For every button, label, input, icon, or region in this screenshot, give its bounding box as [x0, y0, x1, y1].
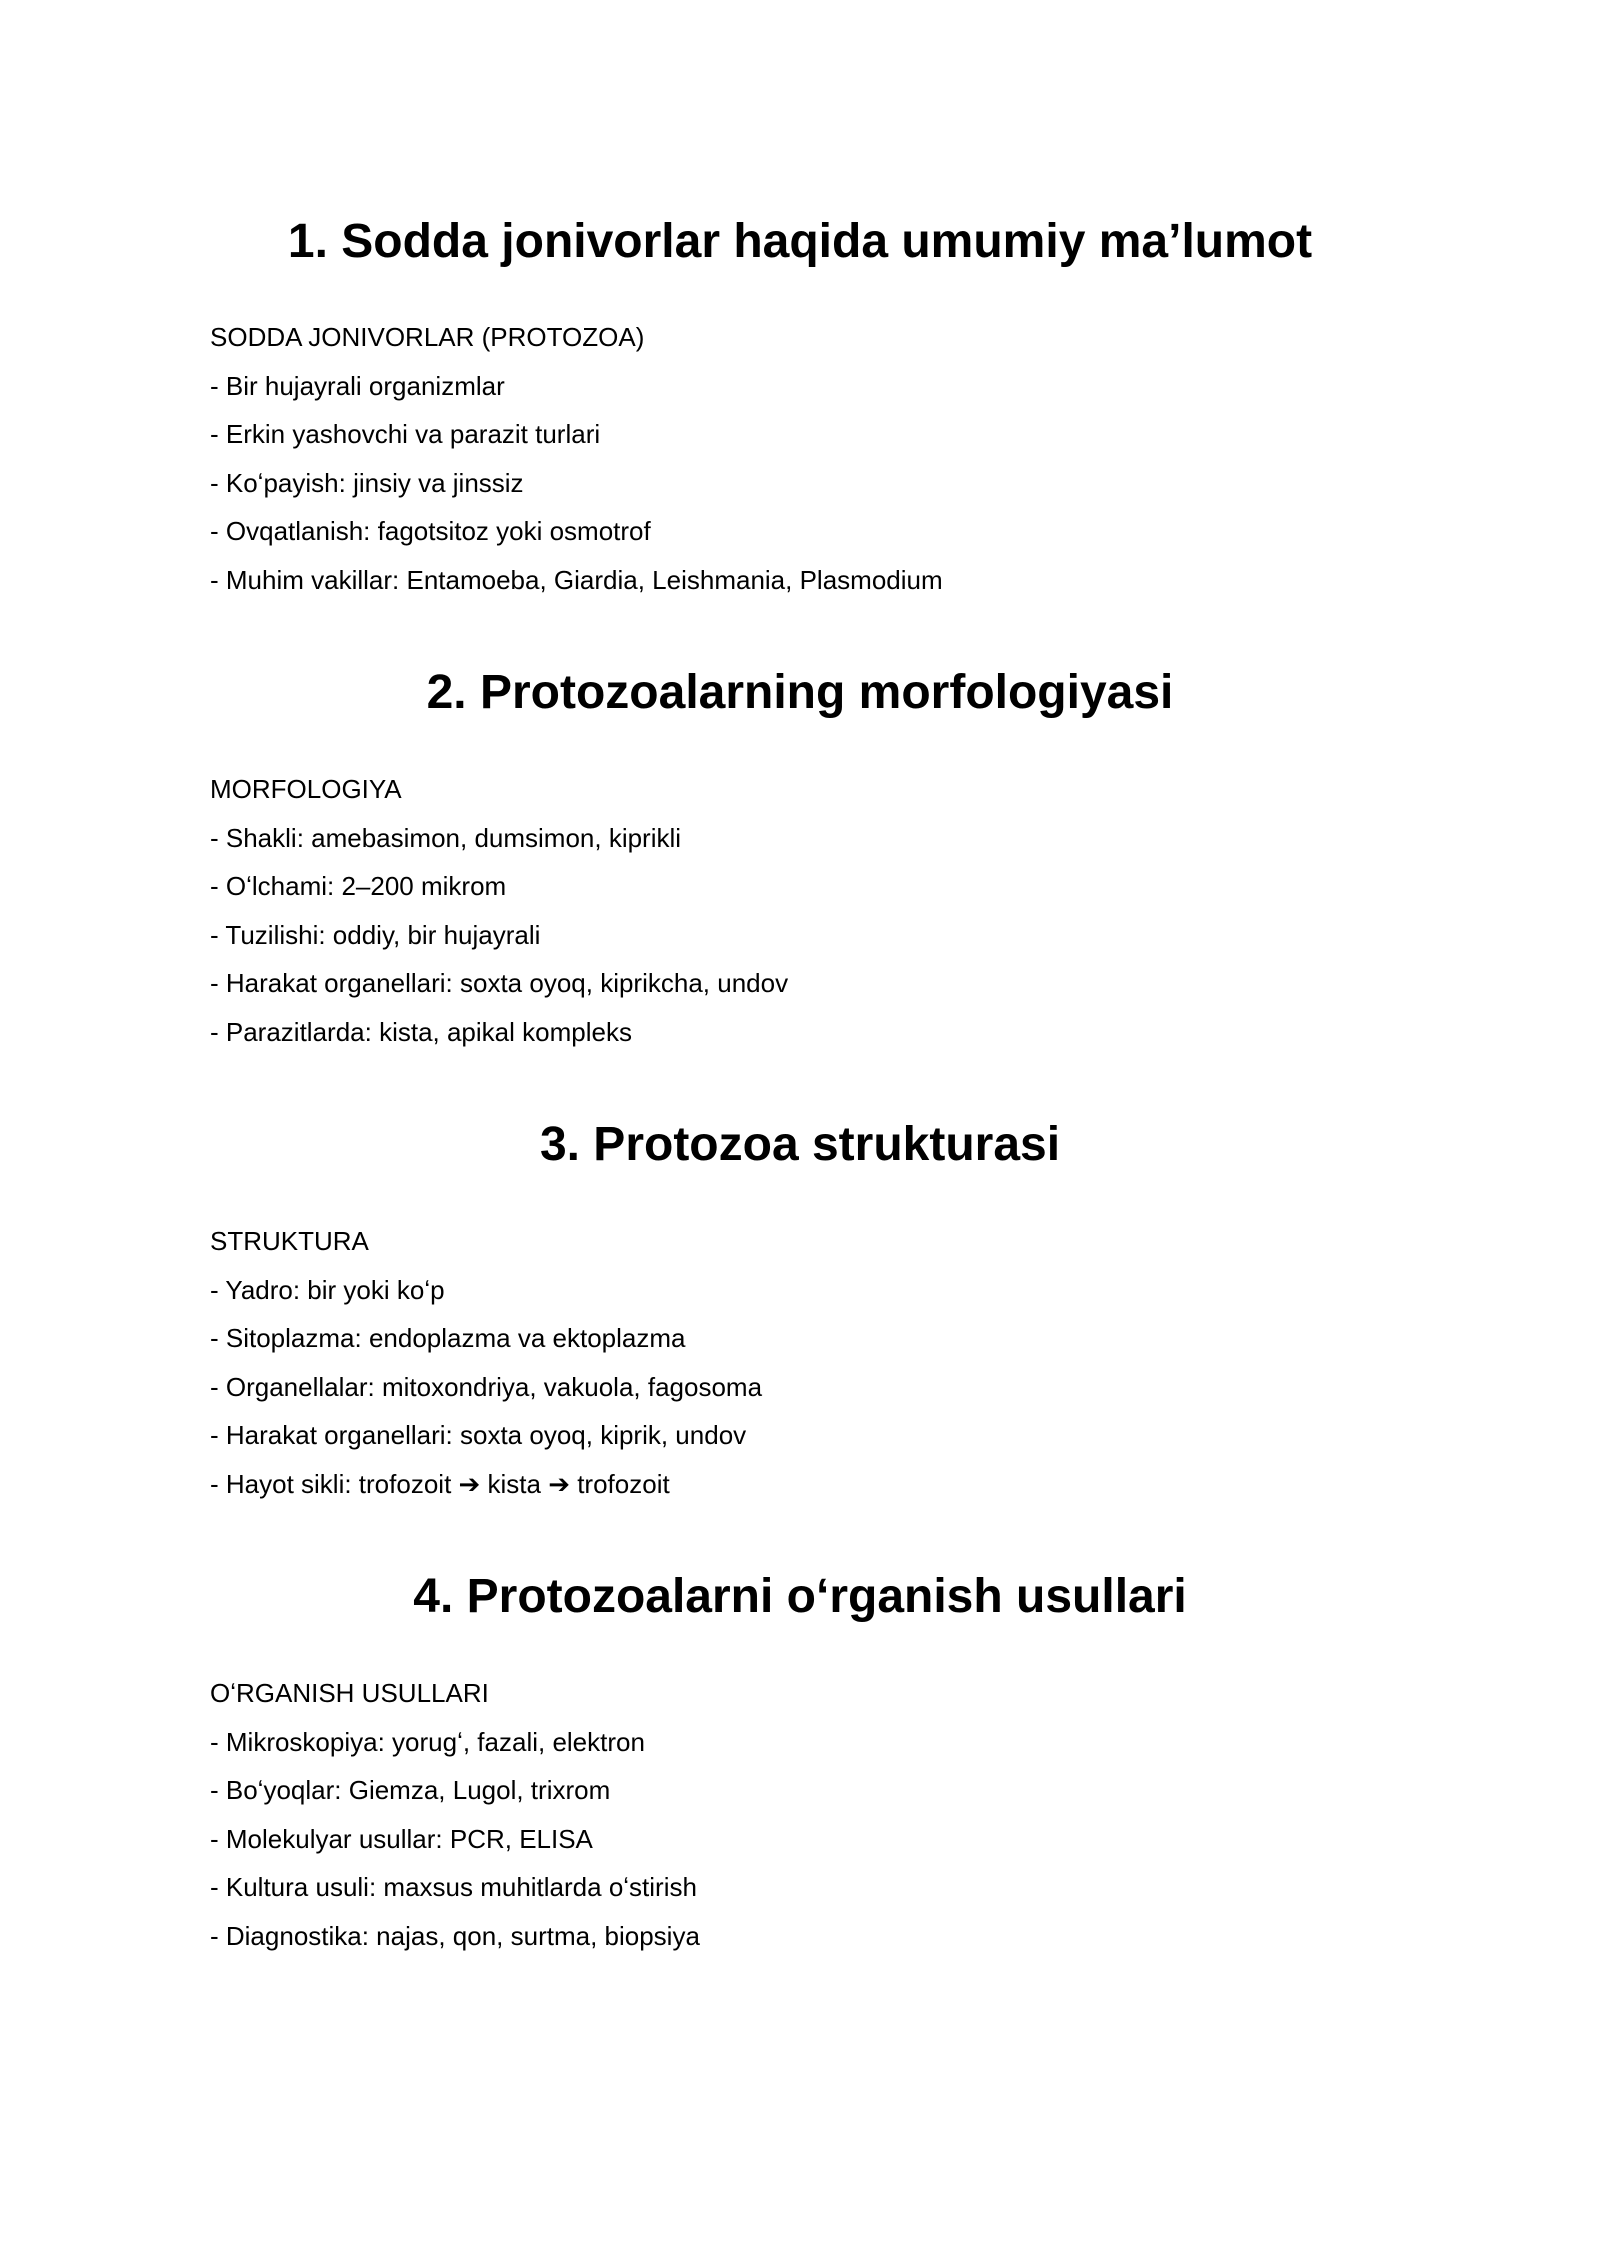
- section-heading: OʻRGANISH USULLARI: [210, 1678, 489, 1708]
- list-item: - Sitoplazma: endoplazma va ektoplazma: [210, 1323, 686, 1353]
- list-item: - Kultura usuli: maxsus muhitlarda oʻstirish: [210, 1872, 697, 1902]
- list-item: - Diagnostika: najas, qon, surtma, biopsiya: [210, 1920, 700, 1951]
- list-item: - Molekulyar usullar: PCR, ELISA: [210, 1823, 593, 1854]
- section-body: [210, 313, 1390, 604]
- section-title: 3. Protozoa strukturasi: [539, 1118, 1061, 1171]
- section-heading: STRUKTURA: [210, 1226, 369, 1256]
- section-title: 4. Protozoalarni oʻrganish usullari: [413, 1570, 1187, 1623]
- list-item: - Organellalar: mitoxondriya, vakuola, fagosoma: [210, 1371, 763, 1402]
- list-item: - Yadro: bir yoki koʻp: [210, 1274, 445, 1305]
- list-item: - Hayot sikli: trofozoit ➔ kista ➔ trofozoit: [210, 1468, 670, 1499]
- list-item: - Erkin yashovchi va parazit turlari: [210, 419, 601, 449]
- list-item: - Mikroskopiya: yorugʻ, fazali, elektron: [210, 1726, 645, 1757]
- list-item: - Parazitlarda: kista, apikal kompleks: [210, 1016, 632, 1047]
- section-heading: MORFOLOGIYA: [210, 774, 402, 804]
- list-item: - Tuzilishi: oddiy, bir hujayrali: [210, 919, 541, 950]
- list-item: - Shakli: amebasimon, dumsimon, kiprikli: [210, 822, 682, 853]
- list-item: - Harakat organellari: soxta oyoq, kiprikcha, undov: [210, 968, 789, 998]
- list-item: - Harakat organellari: soxta oyoq, kiprik, undov: [210, 1420, 747, 1450]
- section-body: [210, 1669, 1390, 1960]
- section-title: 1. Sodda jonivorlar haqida umumiy ma’lumot: [287, 215, 1313, 268]
- list-item: - Muhim vakillar: Entamoeba, Giardia, Leishmania, Plasmodium: [210, 564, 943, 595]
- section-body: [210, 1217, 1390, 1508]
- list-item: - Ovqatlanish: fagotsitoz yoki osmotrof: [210, 516, 651, 546]
- list-item: - Oʻlchami: 2–200 mikrom: [210, 871, 507, 901]
- list-item: - Koʻpayish: jinsiy va jinssiz: [210, 467, 524, 498]
- section-title: 2. Protozoalarning morfologiyasi: [426, 666, 1174, 719]
- section-heading: SODDA JONIVORLAR (PROTOZOA): [210, 322, 645, 352]
- list-item: - Boʻyoqlar: Giemza, Lugol, trixrom: [210, 1775, 611, 1805]
- section-body: [210, 765, 1390, 1056]
- list-item: - Bir hujayrali organizmlar: [210, 370, 505, 401]
